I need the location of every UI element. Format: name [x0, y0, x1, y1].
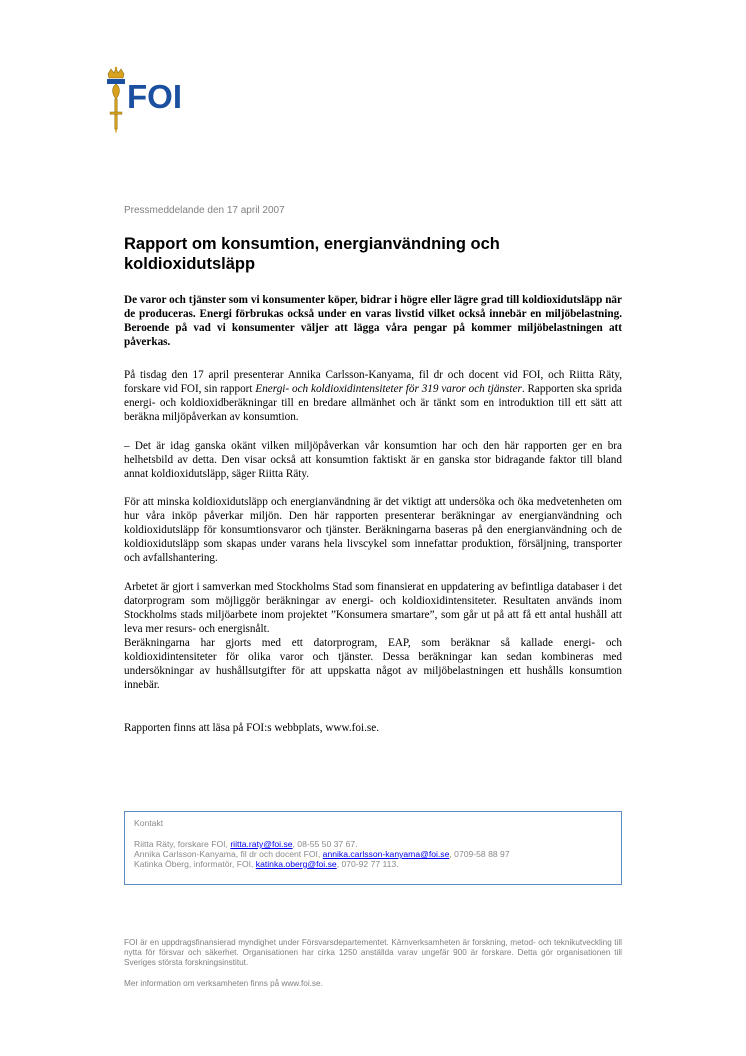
lead-paragraph: De varor och tjänster som vi konsumenter köper, bidrar i högre eller lägre grad till koldioxidutsläpp när de produceras. Energi förbrukas också under en varas livstid vilket också innebär en miljöbelastning. Beroende på vad vi konsumenter väljer att lägga våra pengar på kommer miljöbelastningen att påverkas.: [124, 294, 622, 348]
email-link[interactable]: riitta.raty@foi.se: [230, 839, 293, 849]
email-link[interactable]: katinka.oberg@foi.se: [255, 859, 337, 869]
body-paragraph-3: – Det är idag ganska okänt vilken miljöpåverkan vår konsumtion har och den här rapporten ger en bra helhetsbild av detta. Den visar också att konsumtion faktiskt är en ganska stor bidragande faktor till bland annat koldioxidutsläpp, säger Riitta Räty.: [124, 440, 622, 480]
body-paragraph-5: Arbetet är gjort i samverkan med Stockholms Stad som finansierat en uppdatering av befintliga databaser i det datorprogram som möjliggör beräkningar av energi- och koldioxidintensiteter. Resultaten används inom Stockholms stads miljöarbete inom projektet ”Konsumera smartare”, som går ut på att få ett antal hushåll att leva mer resurs- och energisnålt.: [124, 581, 622, 635]
contact-name: Katinka Öberg, informatör, FOI,: [134, 859, 256, 869]
body-paragraph-4: För att minska koldioxidutsläpp och energianvändning är det viktigt att undersöka och öka medvetenheten om hur våra inköp påverkar miljön. Den här rapporten presenterar beräkningar av energianvändning och koldioxidutsläpp för konsumtionsvaror och tjänster. Beräkningarna baseras på den energianvändning och de koldioxidutsläpp som skapas under varans hela livscykel som innefattar produktion, försäljning, transporter och avfallshantering.: [124, 496, 622, 564]
body-paragraph-6: Beräkningarna har gjorts med ett datorprogram, EAP, som beräknar så kallade energi- och koldioxidintensiteter för olika varor och tjänster. Dessa beräkningar kan sedan kombineras med undersökningar av hushållsutgifter för att uppskatta något av miljöbelastningen ett hushålls konsumtion innebär.: [124, 637, 622, 691]
body-paragraph-7: Rapporten finns att läsa på FOI:s webbplats, www.foi.se.: [124, 722, 379, 734]
crown-crest-icon: [105, 66, 127, 136]
page-title: Rapport om konsumtion, energianvändning och koldioxidutsläpp: [124, 235, 500, 273]
footer-about: FOI är en uppdragsfinansierad myndighet under Försvarsdepartementet. Kärnverksamheten är forskning, metod- och teknikutveckling till nytta för försvar och säkerhet. Organisationen har cirka 1250 anställda varav ungefär 900 är forskare. Detta gör organisationen till Sveriges största forskningsinstitut.: [124, 938, 622, 967]
paragraph-text: . Rapporten ska sprida energi- och koldioxidberäkningar till en bredare allmänhet och är tänkt som en introduktion till ett sätt att beräkna miljöpåverkan av konsumtion.: [124, 383, 623, 423]
paragraph-text: På tisdag den 17 april presenterar Annika Carlsson-Kanyama, fil dr och docent vid FOI, och Riitta Räty, forskare vid FOI, sin rapport: [124, 369, 622, 395]
footer-more-info: Mer information om verksamheten finns på www.foi.se.: [124, 979, 323, 988]
contact-name: Riitta Räty, forskare FOI,: [134, 839, 231, 849]
contact-heading: Kontakt: [134, 818, 164, 828]
contact-phone: , 0709-58 88 97: [449, 849, 510, 859]
contact-box: [124, 811, 622, 885]
contact-row: [134, 839, 612, 849]
contact-name: Annika Carlsson-Kanyama, fil dr och docent FOI,: [134, 849, 323, 859]
press-release-date: Pressmeddelande den 17 april 2007: [124, 205, 285, 216]
contact-row: [134, 849, 612, 859]
logo-wordmark: FOI: [127, 78, 182, 115]
contact-phone: , 070-92 77 113.: [336, 859, 399, 869]
foi-logo: [105, 66, 205, 136]
email-link[interactable]: annika.carlsson-kanyama@foi.se: [322, 849, 450, 859]
contact-row: [134, 859, 612, 869]
body-paragraph-2: [124, 368, 622, 424]
contact-phone: , 08-55 50 37 67.: [292, 839, 358, 849]
report-title: Energi- och koldioxidintensiteter för 319 varor och tjänster: [255, 383, 522, 395]
